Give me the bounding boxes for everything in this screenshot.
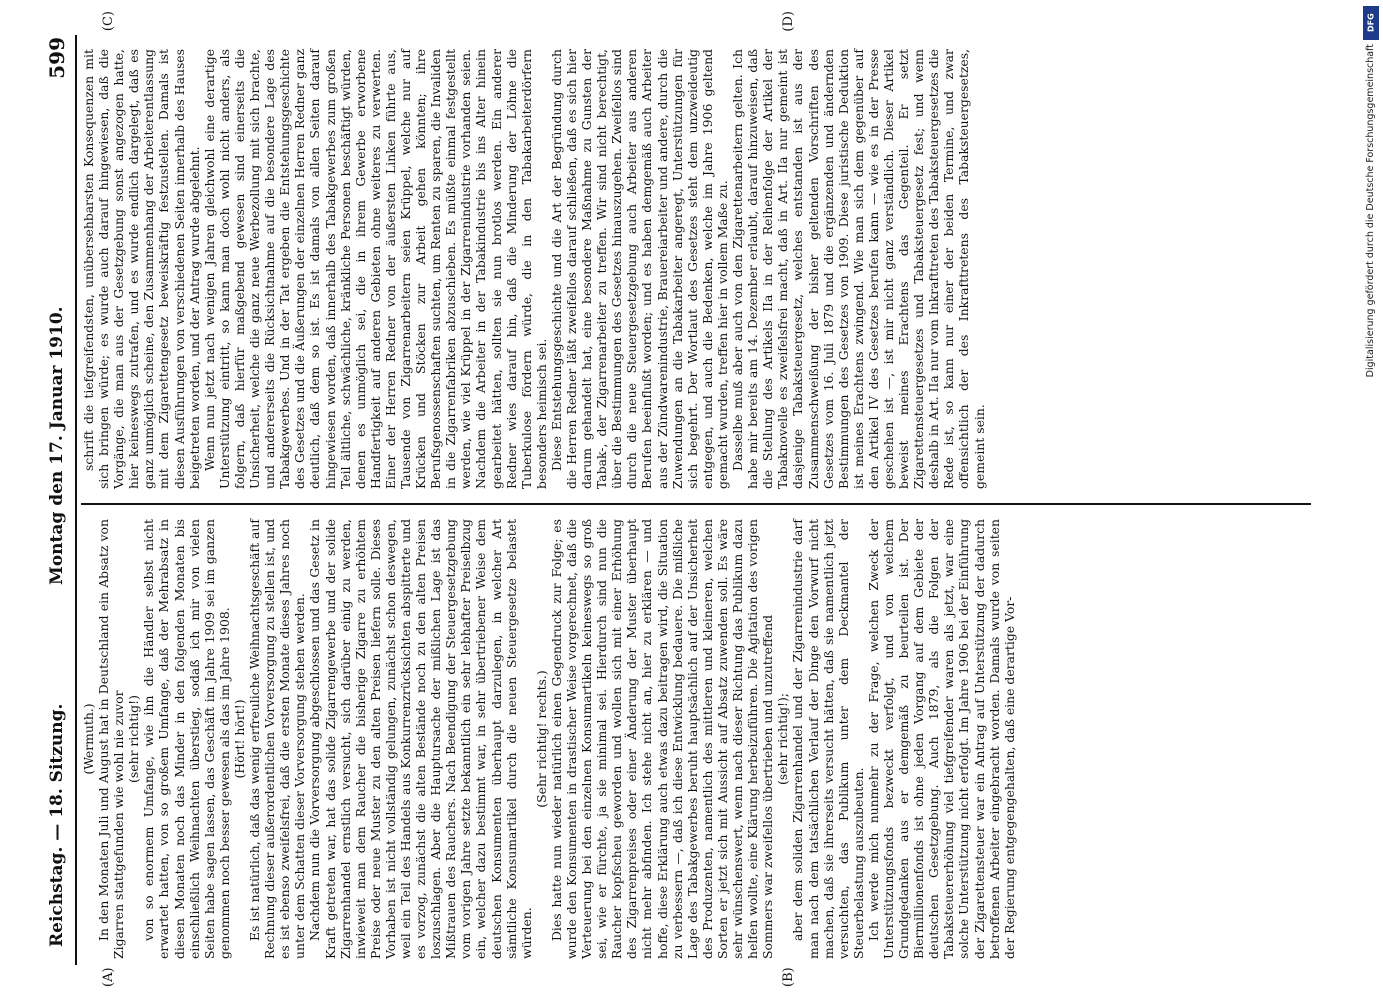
header-date: Montag den 17. Januar 1910. xyxy=(47,306,67,585)
paragraph: (sehr richtig!); xyxy=(775,692,791,786)
column-divider xyxy=(81,503,1311,505)
paragraph: (sehr richtig!) xyxy=(126,695,142,783)
left-column xyxy=(81,519,1017,959)
page-number: 599 xyxy=(45,37,69,79)
rotated-page-content xyxy=(41,11,1341,987)
header-left: Reichstag. — 18. Sitzung. xyxy=(47,703,67,947)
paragraph: Nachdem nun die Vorversorgung abgeschlossen und das Gesetz in Kraft getreten war, hat das solide Zigarrengewerbe und der solide Zigarrenhandel ernstlich versucht, sich darüber einig zu werden, inwieweit man dem Raucher die bisherige Zigarre zu erhöhtem Preise oder neue Muster zu den alten Preisen liefern solle. Dieses Vorhaben ist nicht vollständig gelungen, zunächst schon deswegen, weil ein Teil des Handels aus Konkurrenzrücksichten abspitterte und es vorzog, zunächst die alten Bestände noch zu den alten Preisen loszuschlagen. Aber die Hauptursache der mißlichen Lage ist das Mißtrauen des Rauchers. Nach Beendigung der Steuergesetzgebung vom vorigen Jahre setzte bekanntlich ein sehr lebhafter Preiselbzug ein, welcher dazu bestimmt war, in sehr übertriebener Weise dem deutschen Konsumenten überhaupt darzulegen, in welcher Art sämtliche Konsumartikel durch die neuen Steuergesetze belastet würden. xyxy=(307,519,534,959)
margin-marker-c: (C) xyxy=(101,11,116,32)
funding-note-text: Digitalisierung gefördert durch die Deutsche Forschungsgemeinschaft xyxy=(1365,44,1376,378)
paragraph: von so enormem Umfange, wie ihn die Händler selbst nicht erwartet hatten, von so großem Umfange, daß der Mehrabsatz in diesen Monaten noch das Minder in den folgenden Monaten bis einschließlich Weihnachten überstieg, sodaß ich mir von vielen Seiten habe sagen lassen, das Geschäft im Jahre 1909 sei im ganzen genommen noch besser gewesen als das im Jahre 1908. xyxy=(141,519,232,959)
margin-marker-d: (D) xyxy=(781,11,796,32)
margin-marker-a: (A) xyxy=(101,967,116,987)
paragraph: Ich werde mich nunmehr zu der Frage, welchen Zweck der Unterstützungsfonds bezweckt verfolgt, und von welchem Grundgedanken aus er demgemäß zu beurteilen ist. Der Biermillionenfonds ist ohne jeden Vorgang auf dem Gebiete der deutschen Gesetzgebung. Auch 1879, als die Folgen der Tabaksteuererhöhung viel tiefgreifender waren als jetzt, war eine solche Unterstützung nicht erfolgt. Im Jahre 1906 bei der Einführung der Zigarettensteuer war ein Antrag auf Unterstützung der dadurch betroffenen Arbeiter eingebracht worden. Damals wurde von seiten der Regierung entgegengehalten, daß eine derartige Vor- xyxy=(865,519,1017,959)
paragraph: (Wermuth.) xyxy=(81,703,96,775)
funding-note xyxy=(1365,44,1381,984)
paragraph: Diese Entstehungsgeschichte und die Art der Begründung durch die Herren Redner läßt zweifellos darauf schließen, daß es sich hier darum gehandelt hat, eine besondere Maßnahme zu Gunsten der Tabak-, der Zigarrenarbeiter zu treffen. Wir sind nicht berechtigt, über die Bestimmungen des Gesetzes hinauszugehen. Zweifellos sind durch die neue Steuergesetzgebung auch Arbeiter aus anderen Berufen beeinflußt worden; und es haben demgemäß auch Arbeiter aus der Zündwarenindustrie, Brauereiarbeiter und andere, durch die Zuwendungen an die Tabakarbeiter angeregt, Unterstützungen für sich begehrt. Der Wortlaut des Gesetzes steht dem unzweideutig entgegen, und auch die Bedenken, welche im Jahre 1906 geltend gemacht wurden, treffen hier in vollem Maße zu. xyxy=(548,49,730,489)
page-header xyxy=(41,35,77,965)
margin-marker-b: (B) xyxy=(781,967,796,987)
paragraph: (Hört! hört!) xyxy=(231,699,247,779)
right-column xyxy=(81,49,987,489)
paragraph: Wenn nun jetzt nach wenigen Jahren gleichwohl eine derartige Unterstützung eintritt, so kann man doch wohl nicht anders, als folgern, daß hierfür maßgebend gewesen sind einerseits die Unsicherheit, welche die ganz neue Werbezollung mit sich brachte, und andererseits die Rücksichtnahme auf die besondere Lage des Tabakgewerbes. Und in der Tat ergeben die Entstehungsgeschichte des Gesetzes und die Äußerungen der einzelnen Herren Redner ganz deutlich, daß dem so ist. Es ist damals von allen Seiten darauf hingewiesen worden, daß innerhalb des Tabakgewerbes zum großen Teil ältliche, schwächliche, kränkliche Personen beschäftigt würden, denen es unmöglich sei, die in ihrem Gewerbe erworbene Handfertigkeit auf anderen Gebieten ohne weiteres zu verwerten. Einer der Herren Redner von der äußersten Linken führte aus, Tausende von Zigarrenarbeitern seien Krüppel, welche nur auf Krücken und Stöcken zur Arbeit gehen könnten; ihre Berufsgenossenschaften suchten, um Renten zu sparen, die Invaliden in die Zigarrenfabriken abzuschieben. Es müßte einmal festgestellt werden, wie viel Krüppel in der Zigarrenindustrie vorhanden seien. Nachdem die Arbeiter in der Tabakindustrie bis ins Alter hinein gearbeitet hätten, sollten sie nun brotlos werden. Ein anderer Redner wies darauf hin, daß die Minderung der Löhne die Tuberkulose fördern würde, die in den Tabakarbeiterdörfern besonders heimisch sei. xyxy=(201,49,549,489)
paragraph: Dies hatte nun wieder natürlich einen Gegendruck zur Folge; es wurde den Konsumenten in drastischer Weise vorgerechnet, daß die Verteuerung bei den einzelnen Konsumartikeln keineswegs so groß sei, wie er fürchte, ja sie minimal sei. Hierdurch sind nun die Raucher kopfscheu geworden und wollen sich mit einer Erhöhung des Zigarrenpreises oder einer Änderung der Muster überhaupt nicht mehr abfinden. Ich stehe nicht an, hier zu erklären — und hoffe, diese Erklärung auch etwas dazu beitragen wird, die Situation zu verbessern —, daß ich diese Entwicklung bedauere. Die mißliche Lage des Tabakgewerbes beruht hauptsächlich auf der Unsicherheit des Produzenten, namentlich des mittleren und kleineren, welchen Sorten er jetzt sich mit Aussicht auf Absatz zuwenden soll. Es wäre sehr wünschenswert, wenn nach dieser Richtung das Publikum dazu helfen wollte, eine Klärung herbeizuführen. Die Agitation des vorigen Sommers war zweifellos übertrieben und unzutreffend xyxy=(548,519,776,959)
paragraph: In den Monaten Juli und August hat in Deutschland ein Absatz von Zigarren stattgefunden wie wohl nie zuvor xyxy=(96,519,127,959)
paragraph: schrift die tiefgreifendsten, unübersehbarsten Konsequenzen mit sich bringen würde; es wurde auch darauf hingewiesen, daß die Vorgänge, die man aus der Gesetzgebung sonst angezogen hatte, hier keineswegs zutrafen, und es wurde endlich dargelegt, daß es ganz unmöglich scheine, den Zusammenhang der Arbeiterentlassung mit dem Zigarettengesetz beweiskräftig festzustellen. Damals ist diesen Ausführungen von verschiedenen Seiten innerhalb des Hauses beigetreten worden, und der Antrag wurde abgelehnt. xyxy=(81,49,202,489)
paragraph: aber dem soliden Zigarrenhandel und der Zigarrenindustrie darf man nach dem tatsächlichen Verlauf der Dinge den Vorwurf nicht machen, daß sie ihrerseits versucht hätten, daß sie namentlich jetzt versuchten, das Publikum unter dem Deckmantel der Steuerbelastung auszubeuten. xyxy=(790,519,866,959)
paragraph: (Sehr richtig! rechts.) xyxy=(533,670,549,808)
paragraph: Es ist natürlich, daß das wenig erfreuliche Weihnachtsgeschäft auf Rechnung dieser außerordentlichen Vorversorgung zu stellen ist, und es ist ebenso zweifelsfrei, daß die ersten Monate dieses Jahres noch unter dem Schatten dieser Vorversorgung stehen werden. xyxy=(247,519,308,959)
dfg-logo: DFG xyxy=(1363,6,1379,40)
paragraph: Dasselbe muß aber auch von den Zigarettenarbeitern gelten. Ich habe mir bereits am 14. Dezember erlaubt, darauf hinzuweisen, daß die Stellung des Artikels IIa in der Reihenfolge der Artikel der Tabaknovelle es zweifelsfrei macht, daß in Art. IIa nur gemeint ist dasjenige Tabaksteuergesetz, welches entstanden ist aus der Zusammenschweißung der bisher geltenden Vorschriften des Gesetzes vom 16. Juli 1879 und die ergänzenden und ändernden Bestimmungen des Gesetzes von 1909. Diese juristische Deduktion ist meines Erachtens zwingend. Wie man sich dem gegenüber auf den Artikel IV des Gesetzes berufen kann — wie es in der Presse geschehen ist —, ist mir nicht ganz verständlich. Dieser Artikel beweist meines Erachtens das Gegenteil. Er setzt Zigarettensteuergesetzes und Tabaksteuergesetz fest; und wenn deshalb in Art. IIa nur vom Inkrafttreten des Tabaksteuergesetzes die Rede ist, so kann nur einer der beiden Termine, und zwar offensichtlich der des Inkrafttretens des Tabaksteuergesetzes, gemeint sein. xyxy=(730,49,987,489)
